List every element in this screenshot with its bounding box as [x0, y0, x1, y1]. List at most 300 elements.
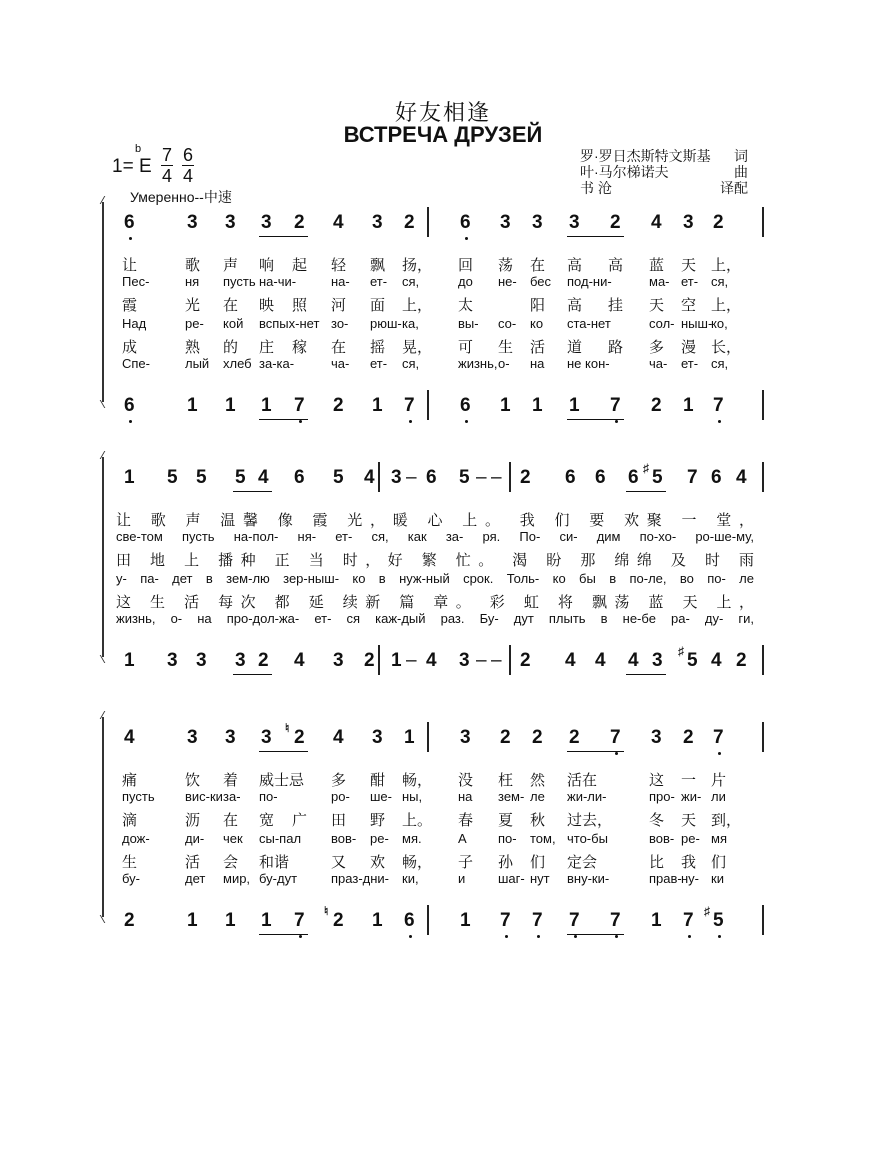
note: 2 — [294, 727, 305, 748]
lyric-syllable: не- — [498, 274, 517, 289]
lyric-syllable: 面 — [370, 297, 386, 314]
lyric-syllable: бу- — [122, 871, 140, 886]
time-signature-7-4 — [160, 145, 174, 186]
note: 6 — [565, 467, 576, 488]
lower-octave-dot — [574, 935, 577, 938]
beam-underline — [626, 674, 666, 675]
credit-composer: 叶·马尔梯诺夫 曲 — [580, 164, 748, 180]
lyric-syllable: 上， — [711, 257, 742, 274]
lyric-syllable: 和谐 — [259, 854, 290, 871]
key-label: 1= E — [112, 156, 152, 177]
lyric-syllable: 长， — [711, 339, 742, 356]
lyric-syllable: прав- — [649, 871, 682, 886]
lyric-syllable: 让 — [122, 257, 138, 274]
note: 3 — [225, 212, 236, 233]
lyric-syllable: мир, — [223, 871, 251, 886]
lyric-syllable: 漫 — [681, 339, 697, 356]
lyric-syllable: лый — [185, 356, 210, 371]
lyric-syllable: ся, — [711, 274, 729, 289]
lyric-syllable: 扬， — [402, 257, 433, 274]
barline — [378, 645, 380, 675]
note: 6 — [294, 467, 305, 488]
note: 3 — [261, 727, 272, 748]
note: – — [476, 467, 487, 488]
time-sig-bottom: 4 — [182, 166, 193, 186]
lyric-syllable: 上， — [402, 297, 433, 314]
lower-octave-dot — [465, 420, 468, 423]
lyric-syllable: ныш- — [681, 316, 713, 331]
note: 7 — [294, 910, 305, 931]
lyric-syllable: 成 — [122, 339, 138, 356]
credit-translator: 书 沧 译配 — [580, 180, 748, 196]
lyric-syllable: 冬 — [649, 812, 665, 829]
lyric-syllable: 生 — [122, 854, 138, 871]
note: 2 — [520, 467, 531, 488]
lyric-syllable: по- — [259, 789, 278, 804]
beam-underline — [233, 491, 272, 492]
note: 5 — [235, 467, 246, 488]
note: 3 — [187, 212, 198, 233]
lyric-syllable: 在 — [331, 339, 347, 356]
lyric-syllable: вов- — [331, 831, 357, 846]
note: 4 — [628, 650, 639, 671]
beam-underline — [626, 491, 666, 492]
note: 3 — [532, 212, 543, 233]
note: 6 — [404, 910, 415, 931]
note: 1 — [460, 910, 471, 931]
lyric-syllable: 宽 — [259, 812, 275, 829]
note: 4 — [711, 650, 722, 671]
lyric-syllable: 太 — [458, 297, 474, 314]
lyric-syllable: вспых-нет — [259, 316, 320, 331]
barline — [427, 207, 429, 237]
lyric-syllable: том, — [530, 831, 556, 846]
lyric-syllable: за- — [223, 789, 241, 804]
lyric-syllable: 们 — [530, 854, 546, 871]
lyric-syllable: сол- — [649, 316, 675, 331]
lyric-syllable: ся, — [402, 274, 420, 289]
lyric-syllable: 轻 — [331, 257, 347, 274]
lyric-syllable: под-ни- — [567, 274, 612, 289]
lyric-syllable: 响 — [259, 257, 275, 274]
note: 2 — [520, 650, 531, 671]
lyric-syllable: праз-дни- — [331, 871, 389, 886]
lyric-syllable: зо- — [331, 316, 349, 331]
lyric-syllable: чек — [223, 831, 243, 846]
note: 3 — [459, 650, 470, 671]
note: 7 — [610, 910, 621, 931]
accidental-sharp-icon: ♯ — [678, 644, 684, 658]
lyric-syllable: на — [530, 356, 545, 371]
lyric-syllable: Над — [122, 316, 147, 331]
note: – — [406, 650, 417, 671]
lower-octave-dot — [299, 420, 302, 423]
note: 7 — [610, 395, 621, 416]
lyric-syllable: за-ка- — [259, 356, 295, 371]
lyric-syllable: 定会 — [567, 854, 598, 871]
note: 4 — [595, 650, 606, 671]
barline — [509, 645, 511, 675]
lyric-syllable: жизнь, — [458, 356, 498, 371]
lyric-syllable: ет- — [370, 274, 388, 289]
lyric-syllable: что-бы — [567, 831, 608, 846]
lyric-syllable: 一 — [681, 772, 697, 789]
time-sig-top: 6 — [182, 145, 193, 165]
lyric-syllable: со- — [498, 316, 517, 331]
lyric-syllable: 歌 — [185, 257, 201, 274]
lower-octave-dot — [129, 420, 132, 423]
note: – — [491, 467, 502, 488]
lyric-syllable: 痛 — [122, 772, 138, 789]
lyric-syllable: 在 — [223, 297, 239, 314]
note: 4 — [124, 727, 135, 748]
lyric-syllable: 熟 — [185, 339, 201, 356]
lyric-syllable: рюш- — [370, 316, 402, 331]
lyric-syllable: 起 — [292, 257, 308, 274]
flat-sign: b — [135, 143, 142, 155]
lyric-syllable: 声 — [223, 257, 239, 274]
lyric-syllable: 挂 — [608, 297, 624, 314]
note: 4 — [294, 650, 305, 671]
lyric-syllable: Пес- — [122, 274, 150, 289]
lower-octave-dot — [718, 935, 721, 938]
note: 5 — [687, 650, 698, 671]
lyric-syllable: ре- — [370, 831, 389, 846]
lower-octave-dot — [299, 935, 302, 938]
note: 3 — [683, 212, 694, 233]
lyric-syllable: ле — [530, 789, 545, 804]
note: 5 — [196, 467, 207, 488]
note: 2 — [651, 395, 662, 416]
lyric-syllable: сы-пал — [259, 831, 302, 846]
lyric-syllable: 比 — [649, 854, 665, 871]
lyric-syllable: 天 — [681, 257, 697, 274]
lyric-syllable: 又 — [331, 854, 347, 871]
lyric-syllable: мя — [711, 831, 727, 846]
note: 2 — [500, 727, 511, 748]
lyric-syllable: 欢 — [370, 854, 386, 871]
lyric-syllable: 野 — [370, 812, 386, 829]
note: 1 — [372, 910, 383, 931]
lower-octave-dot — [688, 935, 691, 938]
system-bracket — [102, 202, 114, 402]
lyric-line: у- па- дет в зем-лю зер-ныш- ко в нуж-ный срок. Толь- ко бы в по-ле, во по- ле — [116, 571, 754, 586]
note: 3 — [196, 650, 207, 671]
lyric-syllable: 片 — [711, 772, 727, 789]
barline — [762, 207, 764, 237]
lyric-syllable: жи- — [681, 789, 702, 804]
lyric-syllable: на- — [331, 274, 350, 289]
note: 3 — [372, 727, 383, 748]
lower-octave-dot — [409, 935, 412, 938]
lyric-syllable: 畅， — [402, 772, 433, 789]
lower-octave-dot — [129, 237, 132, 240]
lyric-syllable: 在 — [223, 812, 239, 829]
note: 2 — [364, 650, 375, 671]
lyric-syllable: 饮 — [185, 772, 201, 789]
note: 1 — [683, 395, 694, 416]
note: 2 — [124, 910, 135, 931]
lyric-syllable: по- — [498, 831, 517, 846]
lyric-syllable: 生 — [498, 339, 514, 356]
lyric-syllable: ет- — [370, 356, 388, 371]
note: 4 — [364, 467, 375, 488]
accidental-sharp-icon: ♯ — [643, 461, 649, 475]
note: 1 — [261, 395, 272, 416]
note: 4 — [651, 212, 662, 233]
lower-octave-dot — [409, 420, 412, 423]
time-sig-top: 7 — [161, 145, 172, 165]
note: 7 — [500, 910, 511, 931]
lyric-syllable: 道 — [567, 339, 583, 356]
lyric-syllable: 上， — [711, 297, 742, 314]
note: 6 — [460, 395, 471, 416]
lyric-syllable: 孙 — [498, 854, 514, 871]
lyric-syllable: 畅， — [402, 854, 433, 871]
note: 2 — [294, 212, 305, 233]
lyric-syllable: 河 — [331, 297, 347, 314]
lyric-line: 让 歌 声 温馨 像 霞 光，暖 心 上。 我 们 要 欢聚 一 堂， — [116, 512, 754, 529]
lyric-syllable: до — [458, 274, 473, 289]
note: 6 — [426, 467, 437, 488]
note: 7 — [294, 395, 305, 416]
lyric-syllable: ет- — [681, 356, 699, 371]
lyric-syllable: кой — [223, 316, 244, 331]
note: 7 — [687, 467, 698, 488]
note: 5 — [333, 467, 344, 488]
barline — [762, 390, 764, 420]
lyric-syllable: шаг- — [498, 871, 525, 886]
lyric-syllable: 回 — [458, 257, 474, 274]
note: – — [476, 650, 487, 671]
lyric-syllable: ет- — [681, 274, 699, 289]
lyric-syllable: 酣 — [370, 772, 386, 789]
note: 1 — [187, 395, 198, 416]
lyric-syllable: 天 — [681, 812, 697, 829]
note: 1 — [124, 467, 135, 488]
lyric-syllable: Спе- — [122, 356, 150, 371]
note: 7 — [713, 727, 724, 748]
note: 3 — [187, 727, 198, 748]
lyric-syllable: 着 — [223, 772, 239, 789]
note: 2 — [713, 212, 724, 233]
lyric-syllable: ди- — [185, 831, 205, 846]
note: 3 — [261, 212, 272, 233]
note: 3 — [569, 212, 580, 233]
lyric-syllable: 庄 — [259, 339, 275, 356]
note: 2 — [333, 395, 344, 416]
lyric-syllable: ше- — [370, 789, 392, 804]
lyric-line: 这 生 活 每次 都 延 续新 篇 章。 彩 虹 将 飘荡 蓝 天 上， — [116, 594, 754, 611]
note: 6 — [628, 467, 639, 488]
note: 3 — [500, 212, 511, 233]
note: 3 — [333, 650, 344, 671]
lyric-syllable: хлеб — [223, 356, 252, 371]
note: 1 — [651, 910, 662, 931]
lyric-syllable: 子 — [458, 854, 474, 871]
note: 2 — [333, 910, 344, 931]
lyric-syllable: 可 — [458, 339, 474, 356]
lyric-syllable: бу-дут — [259, 871, 298, 886]
lower-octave-dot — [537, 935, 540, 938]
note: 4 — [565, 650, 576, 671]
lyric-syllable: 高 — [567, 257, 583, 274]
lyric-syllable: о- — [498, 356, 510, 371]
beam-underline — [259, 419, 308, 420]
lyric-syllable: 摇 — [370, 339, 386, 356]
lower-octave-dot — [615, 935, 618, 938]
accidental-sharp-icon: ♯ — [704, 904, 710, 918]
note: 2 — [610, 212, 621, 233]
accidental-natural-icon: ♮ — [324, 904, 329, 918]
lyric-syllable: зем- — [498, 789, 525, 804]
lyric-line: све-том пусть на-пол- ня- ет- ся, как за- ря. По- си- дим по-хо- ро-ше-му, — [116, 529, 754, 544]
lyric-syllable: 高 — [567, 297, 583, 314]
title-russian: ВСТРЕЧА ДРУЗЕЙ — [343, 122, 543, 147]
lyric-syllable: ны, — [402, 789, 423, 804]
beam-underline — [567, 236, 624, 237]
beam-underline — [567, 751, 624, 752]
beam-underline — [567, 934, 624, 935]
lyric-syllable: мя. — [402, 831, 422, 846]
note: 1 — [532, 395, 543, 416]
lyric-syllable: 荡 — [498, 257, 514, 274]
barline — [762, 462, 764, 492]
lyric-line: жизнь, о- на про-дол-жа- ет- ся каж-дый раз. Бу- дут плыть в не-бе ра- ду- ги, — [116, 611, 754, 626]
credits — [580, 148, 748, 196]
lyric-syllable: ки, — [402, 871, 419, 886]
lyric-syllable: на — [458, 789, 473, 804]
lyric-syllable: 枉 — [498, 772, 514, 789]
note: 3 — [391, 467, 402, 488]
barline — [762, 905, 764, 935]
note: 7 — [532, 910, 543, 931]
lyric-syllable: ча- — [331, 356, 350, 371]
lyric-syllable: ну- — [681, 871, 700, 886]
note: 6 — [595, 467, 606, 488]
note: 6 — [711, 467, 722, 488]
note: 1 — [225, 395, 236, 416]
lyric-syllable: ко, — [711, 316, 728, 331]
note: 4 — [426, 650, 437, 671]
note: 5 — [713, 910, 724, 931]
accidental-natural-icon: ♮ — [285, 721, 290, 735]
lyric-syllable: ко — [530, 316, 544, 331]
lyric-syllable: ли — [711, 789, 726, 804]
barline — [427, 905, 429, 935]
lyric-syllable: пусть — [122, 789, 155, 804]
lyric-syllable: 在 — [530, 257, 546, 274]
note: 3 — [372, 212, 383, 233]
note: 1 — [404, 727, 415, 748]
lyric-syllable: 秋 — [530, 812, 546, 829]
lyric-syllable: и — [458, 871, 466, 886]
lyric-syllable: бес — [530, 274, 552, 289]
note: 3 — [225, 727, 236, 748]
note: 1 — [391, 650, 402, 671]
lyric-syllable: ки — [711, 871, 724, 886]
lower-octave-dot — [615, 752, 618, 755]
note: 2 — [736, 650, 747, 671]
note: 7 — [569, 910, 580, 931]
barline — [378, 462, 380, 492]
lyric-syllable: вис-ки — [185, 789, 223, 804]
beam-underline — [233, 674, 272, 675]
note: 3 — [652, 650, 663, 671]
note: – — [406, 467, 417, 488]
lyric-syllable: 威士忌 — [259, 772, 305, 789]
note: 1 — [372, 395, 383, 416]
credit-lyricist: 罗·罗日杰斯特文斯基 词 — [580, 148, 748, 164]
lyric-syllable: ча- — [649, 356, 668, 371]
note: 5 — [459, 467, 470, 488]
note: 4 — [333, 212, 344, 233]
lyric-syllable: про- — [649, 789, 675, 804]
barline — [762, 722, 764, 752]
lyric-syllable: дет — [185, 871, 206, 886]
note: 7 — [713, 395, 724, 416]
lyric-syllable: 活在 — [567, 772, 598, 789]
lyric-syllable: ся, — [402, 356, 420, 371]
barline — [762, 645, 764, 675]
note: 6 — [124, 212, 135, 233]
lyric-syllable: не кон- — [567, 356, 610, 371]
lyric-syllable: 光 — [185, 297, 201, 314]
tempo-marking: Умеренно--中速 — [130, 189, 232, 205]
beam-underline — [259, 751, 308, 752]
note: 3 — [651, 727, 662, 748]
time-sig-bottom: 4 — [161, 166, 172, 186]
lyric-syllable: 广 — [292, 812, 308, 829]
note: 1 — [569, 395, 580, 416]
note: 3 — [167, 650, 178, 671]
lyric-syllable: на-чи- — [259, 274, 297, 289]
lyric-line: 田 地 上 播种 正 当 时，好 繁 忙。 渴 盼 那 绵绵 及 时 雨 — [116, 552, 754, 569]
note: 2 — [404, 212, 415, 233]
beam-underline — [567, 419, 624, 420]
lyric-syllable: ма- — [649, 274, 670, 289]
note: 2 — [683, 727, 694, 748]
lyric-syllable: 田 — [331, 812, 347, 829]
note: 1 — [261, 910, 272, 931]
lyric-syllable: 路 — [608, 339, 624, 356]
note: 7 — [683, 910, 694, 931]
lyric-syllable: 到， — [711, 812, 742, 829]
note: 6 — [460, 212, 471, 233]
lyric-syllable: ня — [185, 274, 200, 289]
barline — [427, 390, 429, 420]
lower-octave-dot — [505, 935, 508, 938]
lyric-syllable: 春 — [458, 812, 474, 829]
note: 7 — [610, 727, 621, 748]
beam-underline — [259, 236, 308, 237]
lyric-syllable: 我 — [681, 854, 697, 871]
lyric-syllable: 多 — [331, 772, 347, 789]
lyric-syllable: 照 — [292, 297, 308, 314]
note: 3 — [460, 727, 471, 748]
lyric-syllable: жи-ли- — [567, 789, 607, 804]
lyric-syllable: 过去， — [567, 812, 613, 829]
lyric-syllable: 飘 — [370, 257, 386, 274]
note: 2 — [532, 727, 543, 748]
note: 1 — [225, 910, 236, 931]
lyric-syllable: 夏 — [498, 812, 514, 829]
lyric-syllable: ро- — [331, 789, 350, 804]
barline — [509, 462, 511, 492]
note: 5 — [652, 467, 663, 488]
lyric-syllable: 映 — [259, 297, 275, 314]
lyric-syllable: 们 — [711, 854, 727, 871]
